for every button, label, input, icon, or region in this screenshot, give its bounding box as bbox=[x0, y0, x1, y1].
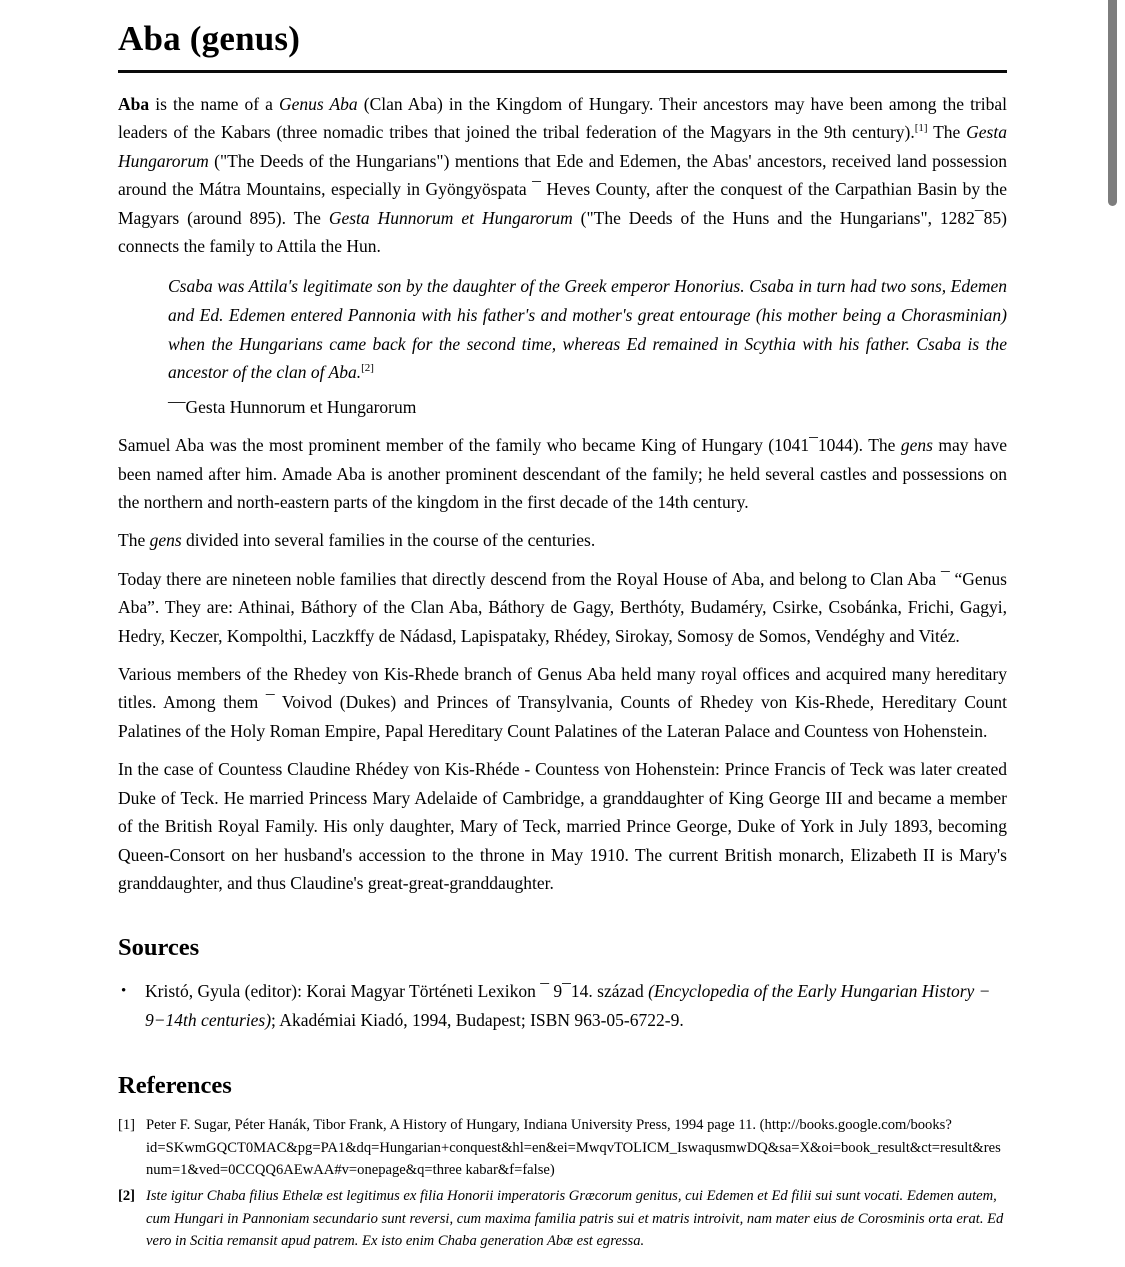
paragraph-countess-claudine: In the case of Countess Claudine Rhédey von Kis-Rhéde - Countess von Hohenstein: Prince Francis of Teck was later created Duke of Teck. He married Princess Mary Adelaide of Cambridge, a granddaughter of King George III and became a member of the British Royal Family. His only daughter, Mary of Teck, married Prince George, Duke of York in July 1893, becoming Queen-Consort on her husband's accession to the throne in May 1910. The current British monarch, Elizabeth II is Mary's granddaughter, and thus Claudine's great-great-granddaughter. bbox=[118, 759, 1007, 893]
title-rule bbox=[118, 70, 1007, 73]
paragraph-rhedey-titles: Various members of the Rhedey von Kis-Rhede branch of Genus Aba held many royal offices and acquired many hereditary titles. Among them ¯ Voivod (Dukes) and Princes of Transylvania, Counts of Rhedey von Kis-Rhede, Hereditary Count Palatines of the Holy Roman Empire, Papal Hereditary Count Palatines of the Lateran Palace and Countess von Hohenstein. bbox=[118, 664, 1007, 741]
reference-marker-2: [2] bbox=[118, 1188, 136, 1205]
blockquote-attribution: —Gesta Hunnorum et Hungarorum bbox=[168, 391, 417, 417]
page-title: Aba (genus) bbox=[118, 19, 301, 58]
article-content bbox=[118, 0, 1007, 1252]
paragraph-gens-divided: The gens divided into several families in the course of the centuries. bbox=[118, 530, 596, 551]
paragraph-intro: Aba is the name of a Genus Aba (Clan Aba) in the Kingdom of Hungary. Their ancestors may have been among the tribal leaders of the Kabars (three nomadic tribes that joined the tribal federation of the Magyars in the 9th century).[1] The Gesta Hungarorum ("The Deeds of the Hungarians") mentions that Ede and Edemen, the Abas' ancestors, received land possession around the Mátra Mountains, especially in Gyöngyöspata ¯ Heves County, after the conquest of the Carpathian Basin by the Magyars (around 895). The Gesta Hunnorum et Hungarorum ("The Deeds of the Huns and the Hungarians", 1282¯85) connects the family to Attila the Hun. bbox=[118, 94, 1008, 257]
reference-marker-1: [1] bbox=[118, 1117, 136, 1134]
reference-item-2 bbox=[118, 1185, 1007, 1252]
reference-item-1 bbox=[118, 1114, 1007, 1181]
references-heading: References bbox=[118, 1072, 232, 1100]
blockquote-gesta: Csaba was Attila's legitimate son by the daughter of the Greek emperor Honorius. Csaba in turn had two sons, Edemen and Ed. Edemen entered Pannonia with his father's and mother's great entourage (his mother being a Chorasminian) when the Hungarians came back for the second time, whereas Ed remained in Scythia with his father. Csaba is the ancestor of the clan of Aba.[2] bbox=[168, 276, 1007, 383]
references-list bbox=[118, 1114, 1007, 1252]
bullet-icon: • bbox=[121, 983, 127, 1000]
paragraph-samuel-aba: Samuel Aba was the most prominent member of the family who became King of Hungary (1041¯1044). The gens may have been named after him. Amade Aba is another prominent descendant of the family; he held several castles and possessions on the northern and north-eastern parts of the kingdom in the first decade of the 14th century. bbox=[118, 435, 1007, 513]
paragraph-noble-families: Today there are nineteen noble families that directly descend from the Royal House of Aba, and belong to Clan Aba ¯ “Genus Aba”. They are: Athinai, Báthory of the Clan Aba, Báthory de Gagy, Berthóty, Budaméry, Csirke, Csobánka, Frichi, Gagyi, Hedry, Keczer, Kompolthi, Laczkffy de Nádasd, Lapispataky, Rhédey, Sirokay, Somosy de Somos, Vendéghy and Vitéz. bbox=[118, 568, 1007, 646]
reference-text-1: Peter F. Sugar, Péter Hanák, Tibor Frank, A History of Hungary, Indiana University Press, 1994 page 11. (http://books.google.com/books?id=SKwmGQCT0MAC&pg=PA1&dq=Hungarian+conquest&hl=en&ei=MwqvTOLICM_IswaqusmwDQ&sa=X&oi=book_result&ct=result&resnum=1&ved=0CCQQ6AEwAA#v=onepage&q=three kabar&f=false) bbox=[146, 1117, 1001, 1178]
reference-text-2: Iste igitur Chaba filius Ethelæ est legitimus ex filia Honorii imperatoris Græcorum genitus, cui Edemen et Ed filii sui sunt vocati. Edemen autem, cum Hungari in Pannoniam secundario sunt reversi, cum maxima familia patris sui et matris introivit, nam mater eius de Corosminis orta erat. Ed vero in Scitia remansit apud patrem. Ex isto enim Chaba generation Abæ est egressa. bbox=[146, 1188, 1004, 1249]
sources-heading: Sources bbox=[118, 934, 200, 962]
source-list-item bbox=[118, 977, 1007, 1035]
source-text: Kristó, Gyula (editor): Korai Magyar Történeti Lexikon ¯ 9¯14. század (Encyclopedia of the Early Hungarian History − 9−14th centuries); Akadémiai Kiadó, 1994, Budapest; ISBN 963-05-6722-9. bbox=[145, 981, 991, 1031]
scrollbar-thumb[interactable] bbox=[1108, 0, 1117, 206]
